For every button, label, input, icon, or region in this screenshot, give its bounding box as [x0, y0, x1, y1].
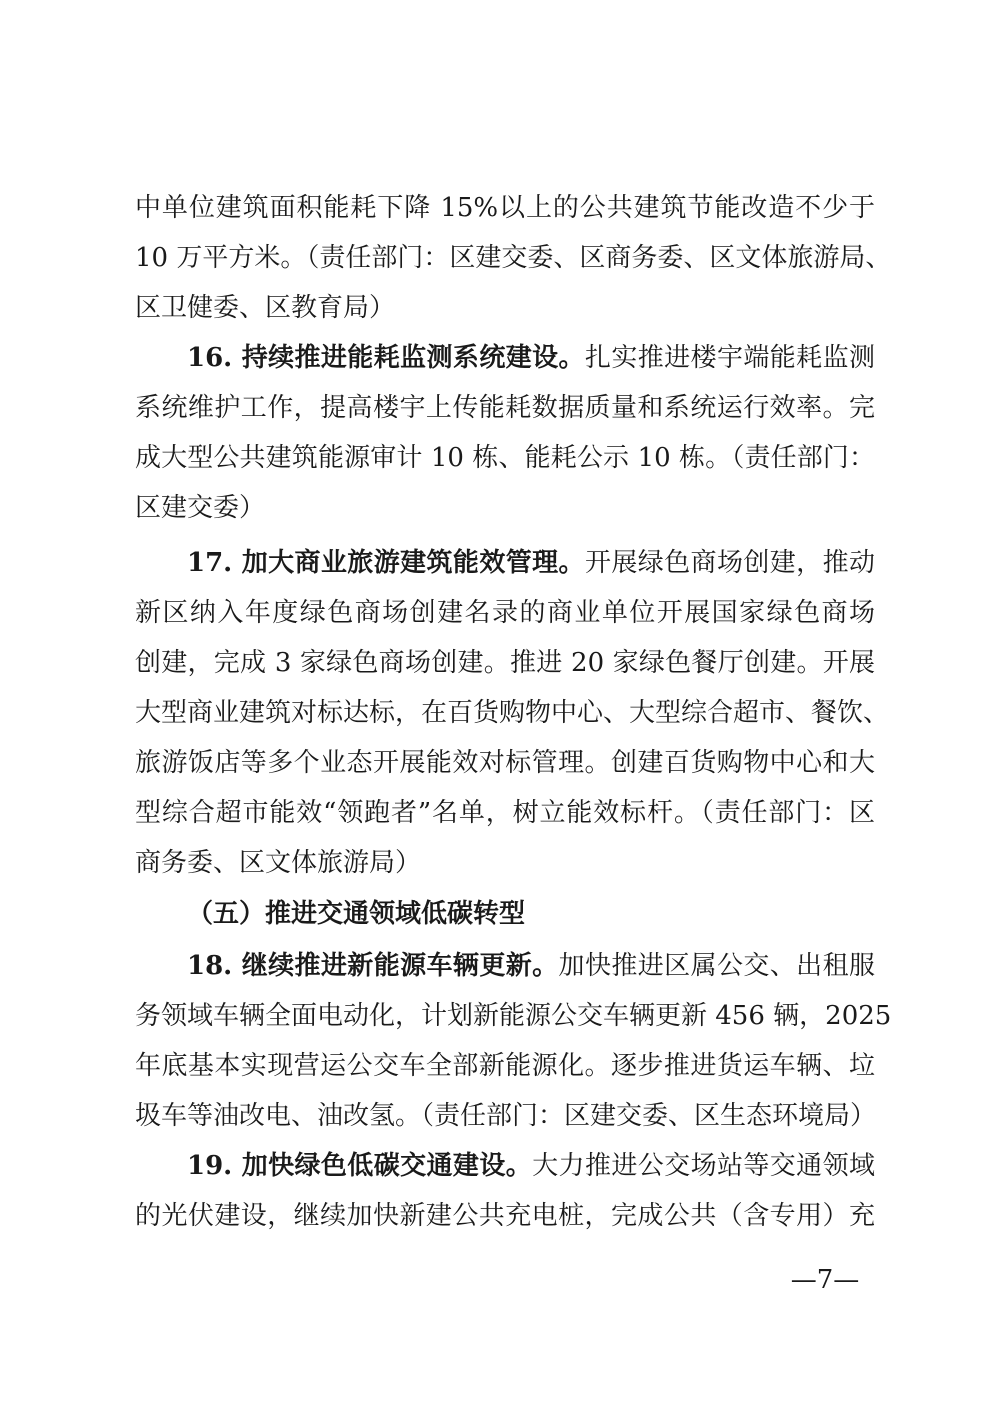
body-text-line: 务领域车辆全面电动化，计划新能源公交车辆更新 456 辆，2025	[135, 1001, 892, 1031]
item-18-first-line	[187, 941, 875, 991]
body-text-line: 10 万平方米。（责任部门：区建交委、区商务委、区文体旅游局、	[135, 243, 892, 273]
body-text-line: 中单位建筑面积能耗下降 15%以上的公共建筑节能改造不少于	[135, 193, 875, 223]
item-19-first-line	[187, 1141, 875, 1191]
item-19-text: 大力推进公交场站等交通领域	[532, 1151, 875, 1181]
body-text-line: 创建，完成 3 家绿色商场创建。推进 20 家绿色餐厅创建。开展	[135, 648, 875, 678]
item-18-heading: 18. 继续推进新能源车辆更新。	[187, 951, 559, 981]
body-text-line: 旅游饭店等多个业态开展能效对标管理。创建百货购物中心和大	[135, 748, 875, 778]
body-text-line: 圾车等油改电、油改氢。（责任部门：区建交委、区生态环境局）	[135, 1101, 877, 1131]
body-text-line: 型综合超市能效“领跑者”名单，树立能效标杆。（责任部门：区	[135, 798, 875, 828]
body-text-line: 区建交委）	[135, 493, 266, 523]
page-number: —7—	[790, 1265, 860, 1295]
item-16-first-line	[187, 333, 875, 383]
item-17-text: 开展绿色商场创建，推动	[584, 548, 875, 578]
body-text-line: 年底基本实现营运公交车全部新能源化。逐步推进货运车辆、垃	[135, 1051, 875, 1081]
body-text-line: 成大型公共建筑能源审计 10 栋、能耗公示 10 栋。（责任部门：	[135, 443, 875, 473]
body-text-line: 区卫健委、区教育局）	[135, 293, 396, 323]
item-19-heading: 19. 加快绿色低碳交通建设。	[187, 1151, 533, 1181]
body-text-line: 系统维护工作，提高楼宇上传能耗数据质量和系统运行效率。完	[135, 393, 875, 423]
item-17-first-line	[187, 538, 875, 588]
item-17-heading: 17. 加大商业旅游建筑能效管理。	[187, 548, 585, 578]
item-18-text: 加快推进区属公交、出租服	[558, 951, 875, 981]
body-text-line: 商务委、区文体旅游局）	[135, 848, 422, 878]
body-text-line: 的光伏建设，继续加快新建公共充电桩，完成公共（含专用）充	[135, 1201, 875, 1231]
body-text-line: 新区纳入年度绿色商场创建名录的商业单位开展国家绿色商场	[135, 598, 875, 628]
section-heading: （五）推进交通领域低碳转型	[187, 899, 526, 929]
item-16-heading: 16. 持续推进能耗监测系统建设。	[187, 343, 585, 373]
item-16-text: 扎实推进楼宇端能耗监测	[584, 343, 875, 373]
body-text-line: 大型商业建筑对标达标，在百货购物中心、大型综合超市、餐饮、	[135, 698, 890, 728]
